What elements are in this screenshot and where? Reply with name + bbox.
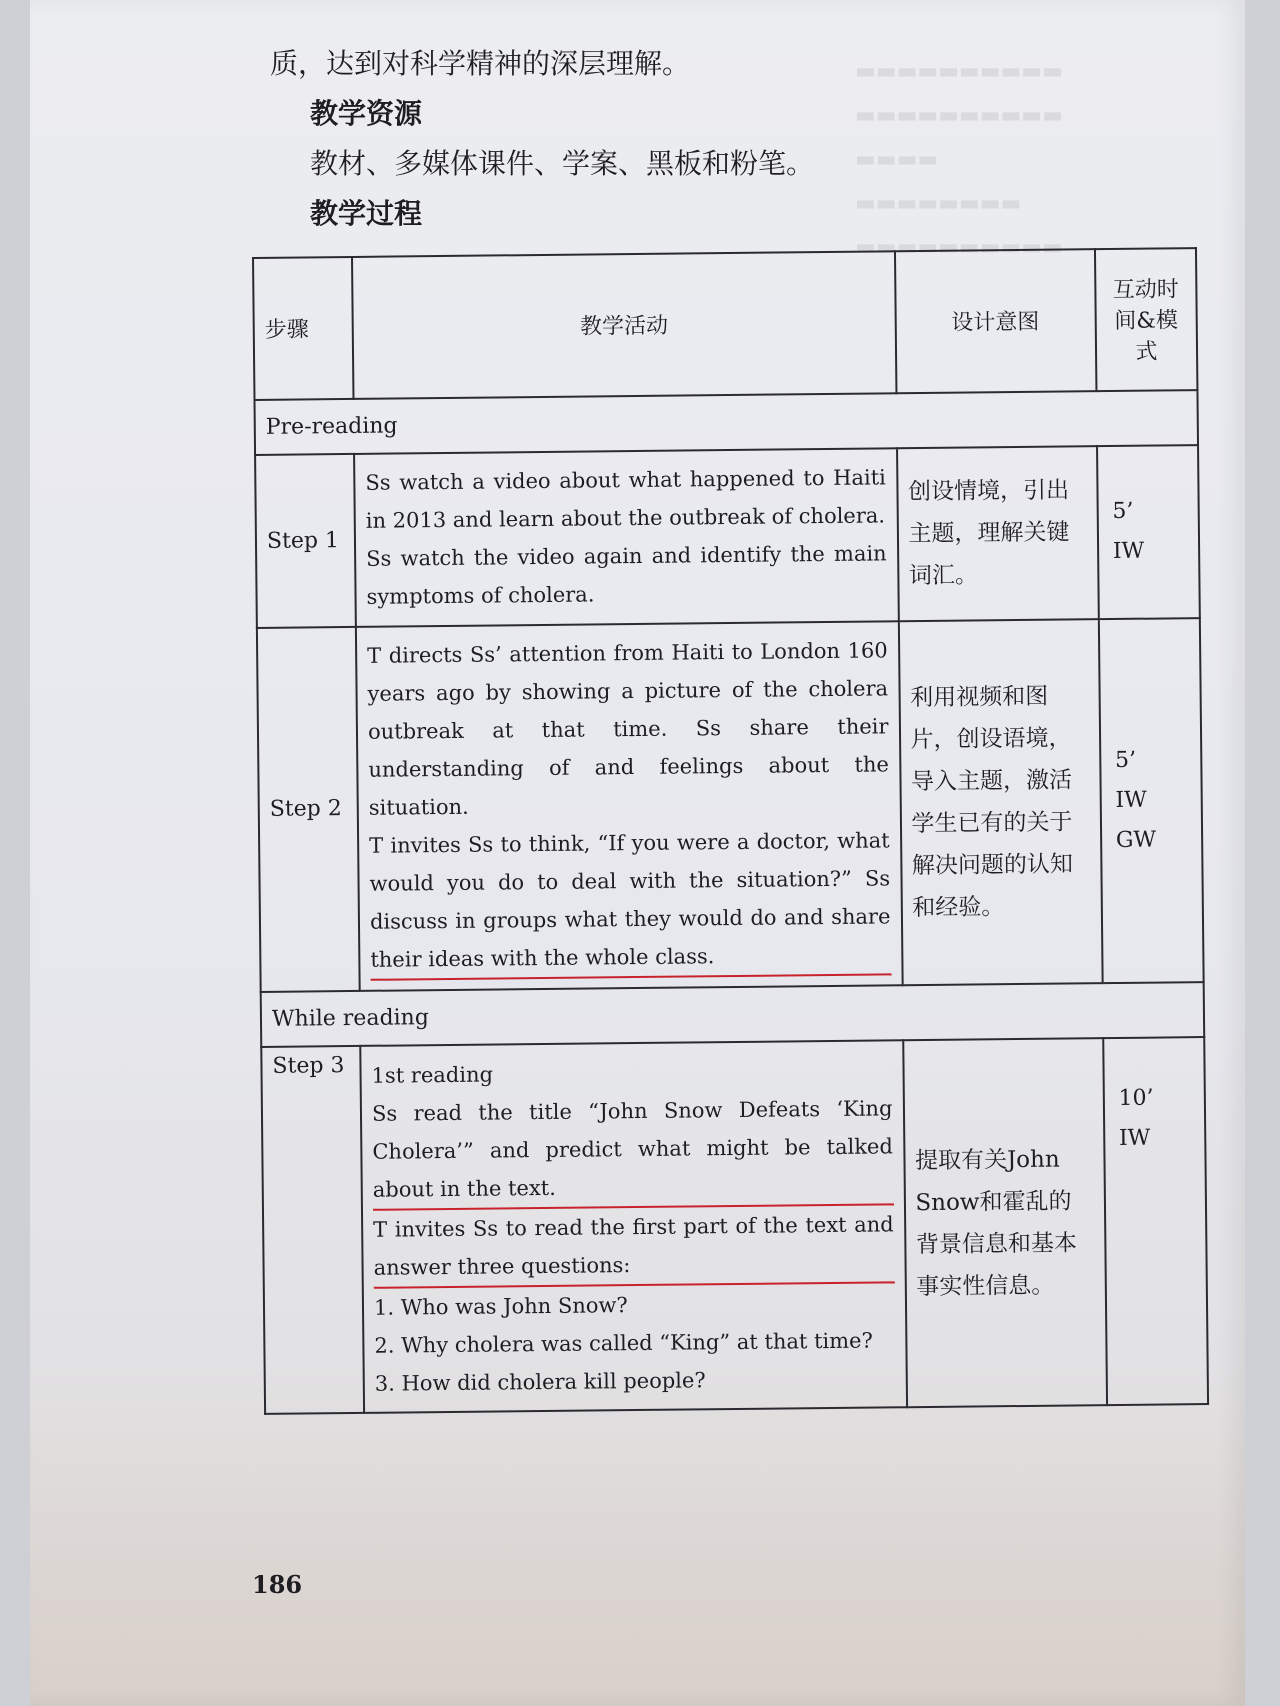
stage-while-reading: While reading (261, 982, 1205, 1047)
activity-line: Ss watch the video again and identify the main symptoms of cholera. (366, 541, 887, 609)
step-label: Step 2 (257, 627, 360, 993)
lesson-table (252, 247, 1209, 1415)
mode-value: IW (1115, 787, 1147, 813)
step-label: Step 1 (255, 453, 356, 627)
process-heading: 教学过程 (310, 197, 423, 230)
stage-row (254, 390, 1198, 455)
intro-line: 质，达到对科学精神的深层理解。 (270, 47, 691, 80)
header-intent: 设计意图 (894, 249, 1096, 393)
header-time: 互动时间&模式 (1095, 248, 1198, 391)
time-value: 10’ (1118, 1085, 1154, 1112)
header-activity: 教学活动 (352, 251, 896, 398)
intent-cell: 利用视频和图片，创设语境，导入主题，激活学生已有的关于解决问题的认知和经验。 (898, 619, 1102, 986)
stage-row (261, 982, 1205, 1047)
mode-value: GW (1115, 827, 1157, 853)
mode-value: IW (1118, 1125, 1151, 1152)
activity-cell (360, 1041, 906, 1413)
question-item: 3. How did cholera kill people? (374, 1367, 706, 1396)
time-cell (1103, 1037, 1208, 1405)
activity-line: T directs Ss’ attention from Haiti to London 160 years ago by showing a picture of the cholera outbreak at that time. Ss share their understanding of and feelings about the situation. (367, 638, 889, 820)
activity-line: Ss watch a video about what happened to Haiti in 2013 and learn about the outbreak of cholera. (365, 465, 886, 533)
activity-cell (354, 448, 898, 627)
resources-text: 教材、多媒体课件、学案、黑板和粉笔。 (310, 147, 815, 180)
page-number: 186 (252, 1570, 303, 1599)
book-page (30, 0, 1245, 1706)
activity-cell (356, 621, 902, 991)
time-cell (1097, 445, 1200, 619)
mode-value: IW (1112, 538, 1145, 565)
activity-line: 1st reading (371, 1062, 494, 1088)
question-item: 1. Who was John Snow? (373, 1292, 628, 1320)
table-row (255, 445, 1200, 628)
stage-pre-reading: Pre-reading (254, 390, 1198, 455)
table-row (261, 1037, 1208, 1414)
activity-line-underlined: T invites Ss to think, “If you were a doctor, what would you do to deal with the situation?” Ss discuss in groups what they would do and share their ideas with the whole class. (369, 821, 891, 980)
resources-heading: 教学资源 (310, 97, 423, 130)
time-value: 5’ (1114, 747, 1137, 773)
activity-line-underlined: T invites Ss to read the first part of the text and answer three questions: (373, 1205, 894, 1288)
step-label: Step 3 (261, 1046, 364, 1414)
intent-cell: 创设情境，引出主题，理解关键词汇。 (897, 446, 1099, 621)
bleed-through-text: ▬▬▬▬▬▬▬▬▬▬ ▬▬▬▬▬▬▬▬▬▬ ▬▬▬▬ ▬▬▬▬▬▬▬▬ ▬▬▬▬▬▬▬▬▬▬ (855, 59, 1063, 260)
time-cell (1099, 618, 1204, 984)
table-row (257, 618, 1204, 992)
question-item: 2. Why cholera was called “King” at that time? (374, 1328, 873, 1358)
table-header-row (253, 248, 1197, 399)
activity-line-underlined: Ss read the title “John Snow Defeats ‘King Cholera’” and predict what might be talked about in the text. (372, 1089, 894, 1210)
header-step: 步骤 (253, 257, 354, 400)
intent-cell: 提取有关John Snow和霍乱的背景信息和基本事实性信息。 (903, 1038, 1107, 1407)
time-value: 5’ (1112, 498, 1134, 525)
